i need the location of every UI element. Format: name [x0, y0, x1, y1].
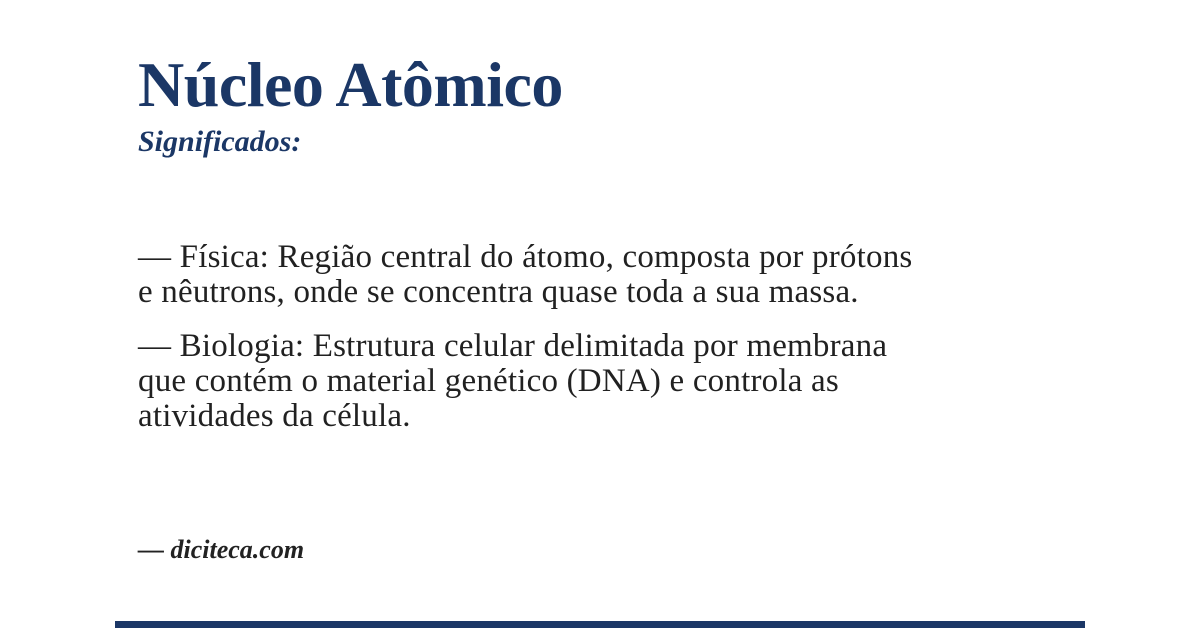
definition-fisica	[138, 240, 1088, 310]
attribution-diciteca: — diciteca.com	[138, 535, 305, 564]
definition-fisica-line-1: — Física: Região central do átomo, composta por prótons	[138, 239, 913, 275]
bottom-accent-bar	[115, 621, 1085, 628]
subtitle-significados: Significados:	[138, 125, 302, 158]
definition-fisica-line-2: e nêutrons, onde se concentra quase toda a sua massa.	[138, 274, 859, 310]
definition-biologia-line-2: que contém o material genético (DNA) e controla as	[138, 363, 839, 399]
page-title: Núcleo Atômico	[138, 49, 563, 120]
definition-biologia-line-3: atividades da célula.	[138, 398, 411, 434]
definition-biologia-line-1: — Biologia: Estrutura celular delimitada por membrana	[138, 328, 888, 364]
definition-biologia	[138, 329, 1088, 434]
definitions-list	[138, 240, 1088, 434]
